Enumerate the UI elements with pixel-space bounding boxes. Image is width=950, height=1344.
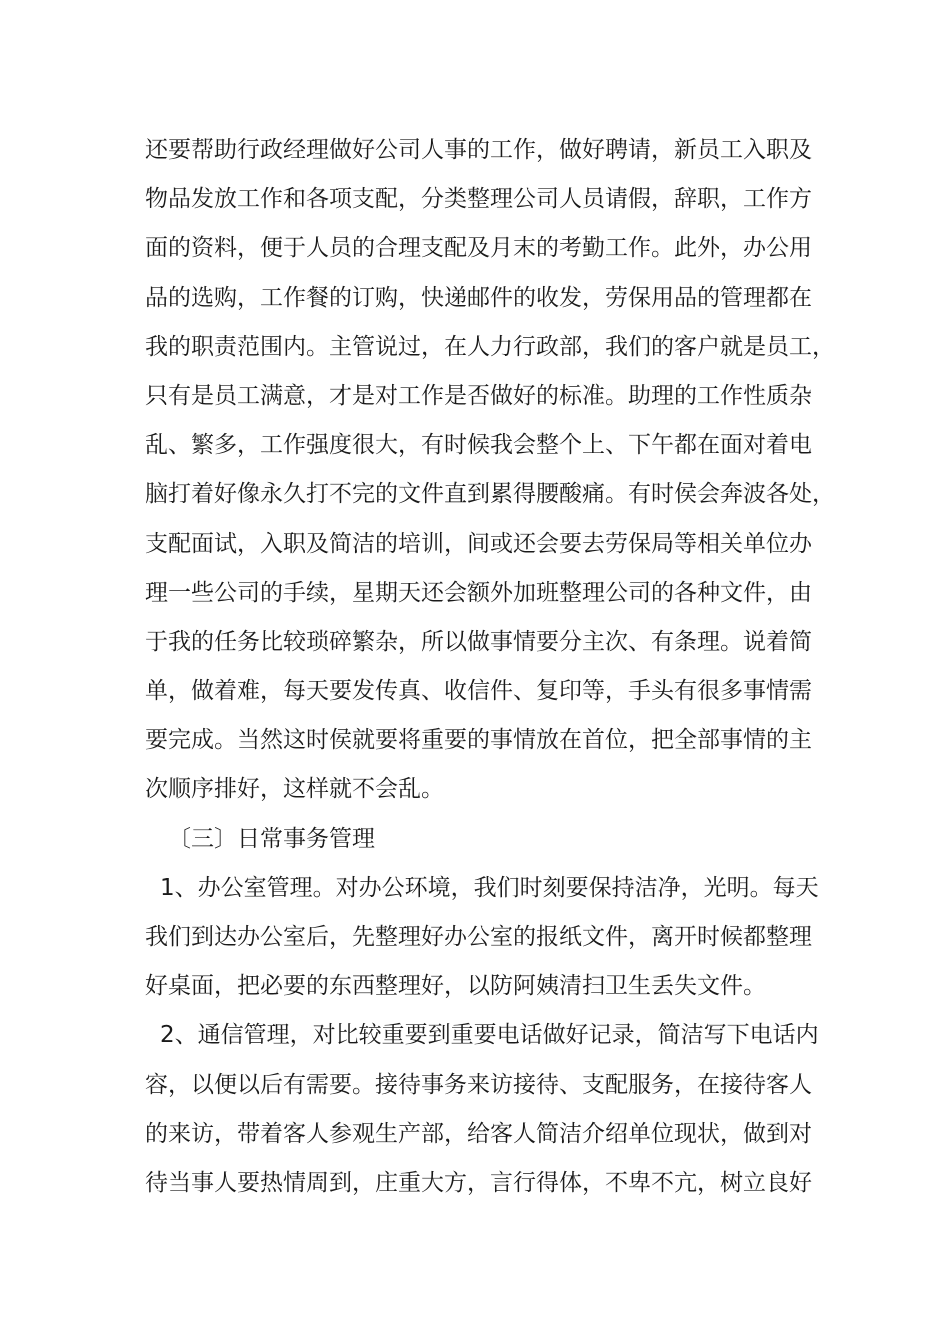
text-line: 理一些公司的手续，星期天还会额外加班整理公司的各种文件，由 <box>145 579 812 606</box>
text-line: 我们到达办公室后，先整理好办公室的报纸文件，离开时候都整理 <box>145 924 812 950</box>
text-line: 次顺序排好，这样就不会乱。 <box>145 776 444 803</box>
section-heading: 〔三〕日常事务管理 <box>168 825 375 852</box>
text-line: 支配面试，入职及简洁的培训，间或还会要去劳保局等相关单位办 <box>145 530 812 557</box>
text-line: 我的职责范围内。主管说过，在人力行政部，我们的客户就是员工， <box>145 333 835 360</box>
text-line: 面的资料，便于人员的合理支配及月末的考勤工作。此外，办公用 <box>145 235 812 262</box>
text-line: 单，做着难，每天要发传真、收信件、复印等，手头有很多事情需 <box>145 678 812 705</box>
body-text <box>145 126 835 1208</box>
text-line: 物品发放工作和各项支配，分类整理公司人员请假，辞职，工作方 <box>145 186 812 213</box>
text-line: 好桌面，把必要的东西整理好，以防阿姨清扫卫生丢失文件。 <box>145 973 766 1000</box>
text-line: 脑打着好像永久打不完的文件直到累得腰酸痛。有时侯会奔波各处， <box>145 481 835 508</box>
text-line: 1、办公室管理。对办公环境，我们时刻要保持洁净，光明。每天 <box>160 874 819 901</box>
text-line: 待当事人要热情周到，庄重大方，言行得体，不卑不亢，树立良好 <box>145 1169 812 1196</box>
text-line: 要完成。当然这时侯就要将重要的事情放在首位，把全部事情的主 <box>145 727 812 754</box>
text-line: 的来访，带着客人参观生产部，给客人简洁介绍单位现状，做到对 <box>145 1120 812 1147</box>
text-line: 乱、繁多，工作强度很大，有时候我会整个上、下午都在面对着电 <box>145 432 812 459</box>
text-line: 品的选购，工作餐的订购，快递邮件的收发，劳保用品的管理都在 <box>145 284 812 311</box>
text-line: 于我的任务比较琐碎繁杂，所以做事情要分主次、有条理。说着简 <box>145 628 812 655</box>
text-line: 2、通信管理，对比较重要到重要电话做好记录，简洁写下电话内 <box>160 1022 819 1049</box>
text-line: 只有是员工满意，才是对工作是否做好的标准。助理的工作性质杂 <box>145 382 812 409</box>
text-line: 容，以便以后有需要。接待事务来访接待、支配服务，在接待客人 <box>145 1071 812 1098</box>
text-line: 还要帮助行政经理做好公司人事的工作，做好聘请，新员工入职及 <box>145 137 812 163</box>
